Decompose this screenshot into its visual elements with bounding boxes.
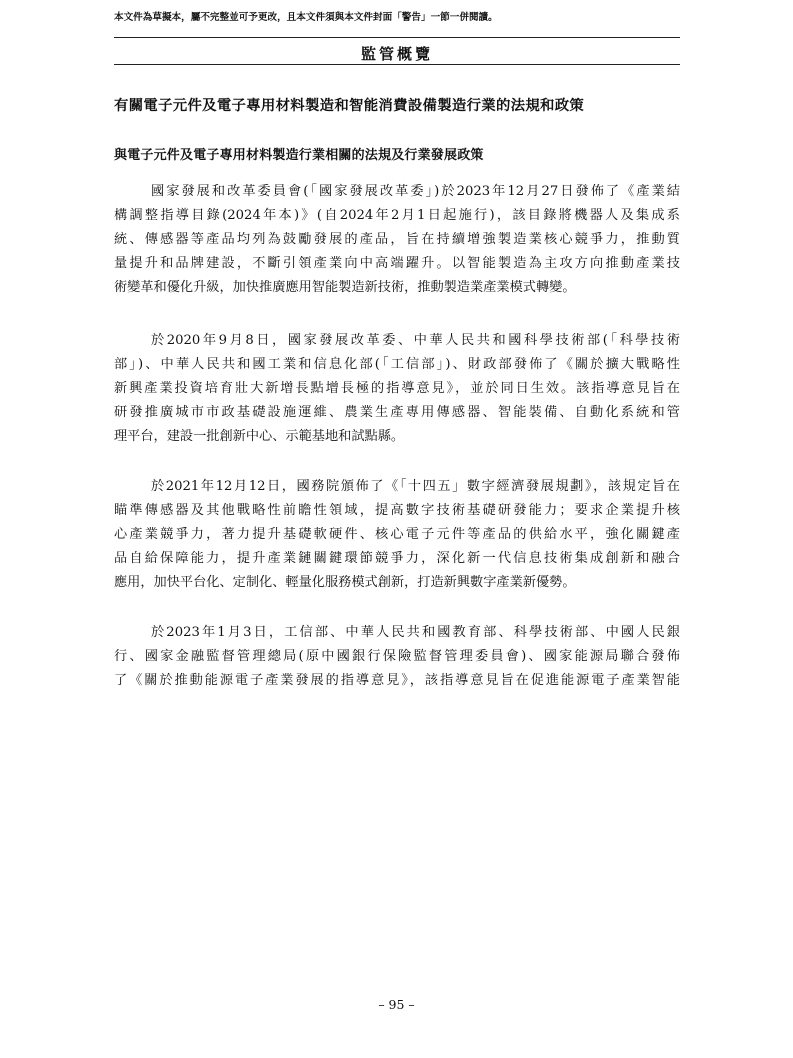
paragraph-1 xyxy=(114,180,680,300)
paragraph-line: 構調整指導目錄(2024年本)》(自2024年2月1日起施行)，該目錄將機器人及集成系 xyxy=(114,208,680,223)
paragraph-line: 國家發展和改革委員會(「國家發展改革委」)於2023年12月27日發佈了《產業結 xyxy=(151,184,680,199)
paragraph-line: 於2020年9月8日，國家發展改革委、中華人民共和國科學技術部(「科學技術 xyxy=(151,333,680,348)
paragraph-line: 於2023年1月3日，工信部、中華人民共和國教育部、科學技術部、中國人民銀 xyxy=(151,625,680,640)
paragraph-line: 心產業競爭力，著力提升基礎軟硬件、核心電子元件等產品的供給水平，強化關鍵產 xyxy=(114,527,680,542)
paragraph-line: 部」)、中華人民共和國工業和信息化部(「工信部」)、財政部發佈了《關於擴大戰略性 xyxy=(114,357,680,372)
paragraph-line: 術變革和優化升級，加快推廣應用智能製造新技術，推動製造業產業模式轉變。 xyxy=(114,280,576,295)
paragraph-line: 統、傳感器等產品均列為鼓勵發展的產品，旨在持續增強製造業核心競爭力，推動質 xyxy=(114,232,680,247)
heading-2: 與電子元件及電子專用材料製造行業相關的法規及行業發展政策 xyxy=(114,148,484,163)
section-header: 監管概覽 xyxy=(360,45,433,63)
paragraph-line: 瞄準傳感器及其他戰略性前瞻性領域，提高數字技術基礎研發能力；要求企業提升核 xyxy=(114,503,680,518)
paragraph-3 xyxy=(114,475,680,595)
header-rule-bottom xyxy=(114,64,680,65)
paragraph-line: 研發推廣城市市政基礎設施運維、農業生產專用傳感器、智能裝備、自動化系統和管 xyxy=(114,405,680,420)
paragraph-line: 行、國家金融監督管理總局(原中國銀行保險監督管理委員會)、國家能源局聯合發佈 xyxy=(114,649,680,664)
paragraph-line: 新興產業投資培育壯大新增長點增長極的指導意見》，並於同日生效。該指導意見旨在 xyxy=(114,381,680,396)
paragraph-line: 了《關於推動能源電子產業發展的指導意見》，該指導意見旨在促進能源電子產業智能 xyxy=(114,673,680,688)
header-rule-top xyxy=(114,37,680,38)
paragraph-4 xyxy=(114,621,680,693)
paragraph-line: 品自給保障能力，提升產業鏈關鍵環節競爭力，深化新一代信息技術集成創新和融合 xyxy=(114,551,680,566)
paragraph-line: 應用，加快平台化、定制化、輕量化服務模式創新，打造新興數字產業新優勢。 xyxy=(114,575,576,590)
paragraph-line: 理平台，建設一批創新中心、示範基地和試點縣。 xyxy=(114,429,405,444)
heading-1: 有關電子元件及電子專用材料製造和智能消費設備製造行業的法規和政策 xyxy=(114,98,585,114)
page-number: – 95 – xyxy=(378,997,415,1012)
paragraph-2 xyxy=(114,329,680,449)
paragraph-line: 量提升和品牌建設，不斷引領產業向中高端躍升。以智能製造為主攻方向推動產業技 xyxy=(114,256,680,271)
draft-disclaimer: 本文件為草擬本，屬不完整並可予更改，且本文件須與本文件封面「警告」一節一併閱讀。 xyxy=(114,12,498,23)
paragraph-line: 於2021年12月12日，國務院頒佈了《「十四五」數字經濟發展規劃》，該規定旨在 xyxy=(151,479,680,494)
